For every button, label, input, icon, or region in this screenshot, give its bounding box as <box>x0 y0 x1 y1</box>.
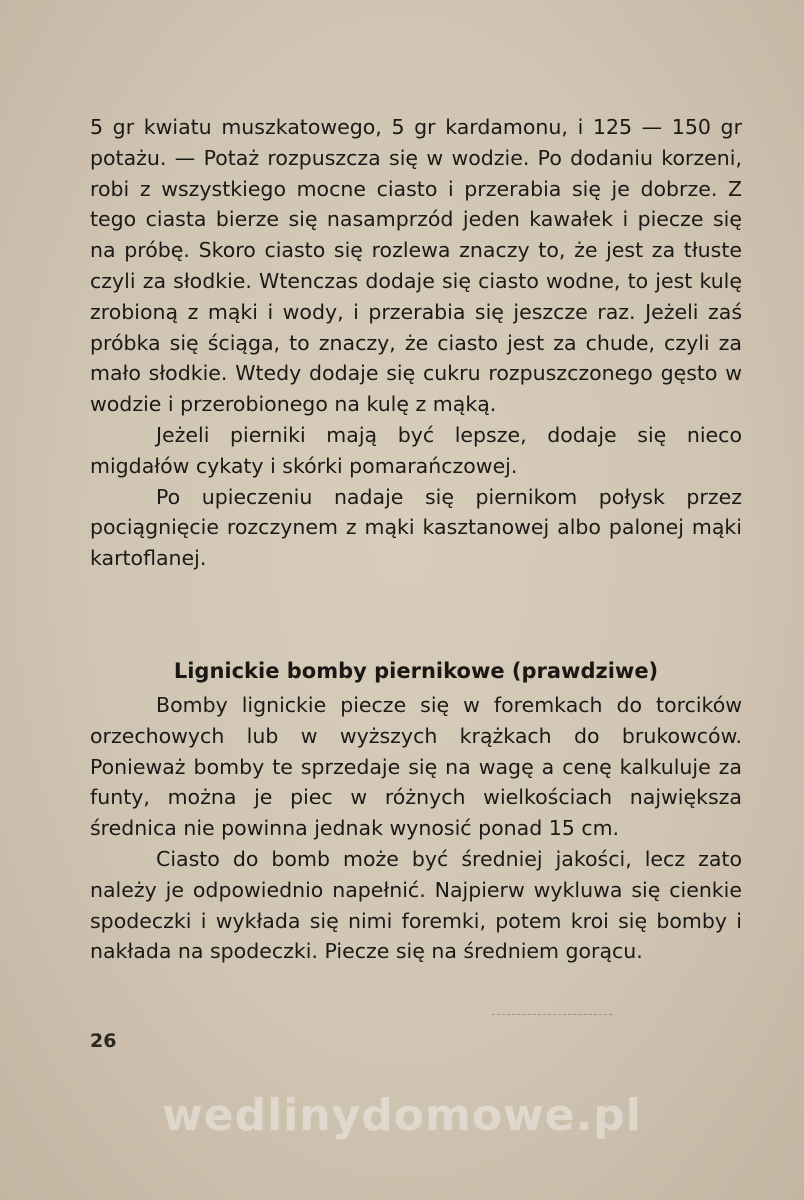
watermark: wedlinydomowe.pl <box>162 1090 642 1141</box>
paragraph-bomby-dough: Ciasto do bomb może być średniej jakości, lecz zato należy je odpowiednio napełnić. Najpierw wykluwa się cienkie spodeczki i wykłada się nimi foremki, potem kroi się bomby i nakłada na spodeczki. Piecze się na średniem gorącu. <box>90 846 742 964</box>
paragraph-bomby-forms: Bomby lignickie piecze się w foremkach do torcików orzechowych lub w wyższych krążkach do brukowców. Ponieważ bomby te sprzedaje się na wagę a cenę kalkuluje za funty, można je piec w różnych wielkościach największa średnica nie powinna jednak wynosić ponad 15 cm. <box>90 693 742 841</box>
text-block-bottom <box>90 690 742 967</box>
page-number: 26 <box>90 1030 117 1052</box>
paragraph-glaze: Po upieczeniu nadaje się piernikom połysk przez pociągnięcie rozczynem z mąki kasztanowej albo palonej mąki kartoflanej. <box>90 484 742 571</box>
paragraph-almonds: Jeżeli pierniki mają być lepsze, dodaje się nieco migdałów cykaty i skórki pomarańczowej. <box>90 422 742 478</box>
text-block-top <box>90 112 742 574</box>
section-heading: Lignickie bomby piernikowe (prawdziwe) <box>173 659 659 683</box>
print-smudge-line <box>492 1014 612 1015</box>
paragraph-spices: 5 gr kwiatu muszkatowego, 5 gr kardamonu, i 125 — 150 gr potażu. — Potaż rozpuszcza się w wodzie. Po dodaniu korzeni, robi z wszystkiego mocne ciasto i przerabia się je dobrze. Z tego ciasta bierze się nasamprzód jeden kawałek i piecze się na próbę. Skoro ciasto się rozlewa znaczy to, że jest za tłuste czyli za słodkie. Wtenczas dodaje się ciasto wodne, to jest kulę zrobioną z mąki i wody, i przerabia się jeszcze raz. Jeżeli zaś próbka się ściąga, to znaczy, że ciasto jest za chude, czyli za mało słodkie. Wtedy dodaje się cukru rozpuszczonego gęsto w wodzie i przerobionego na kulę z mąką. <box>90 115 742 417</box>
